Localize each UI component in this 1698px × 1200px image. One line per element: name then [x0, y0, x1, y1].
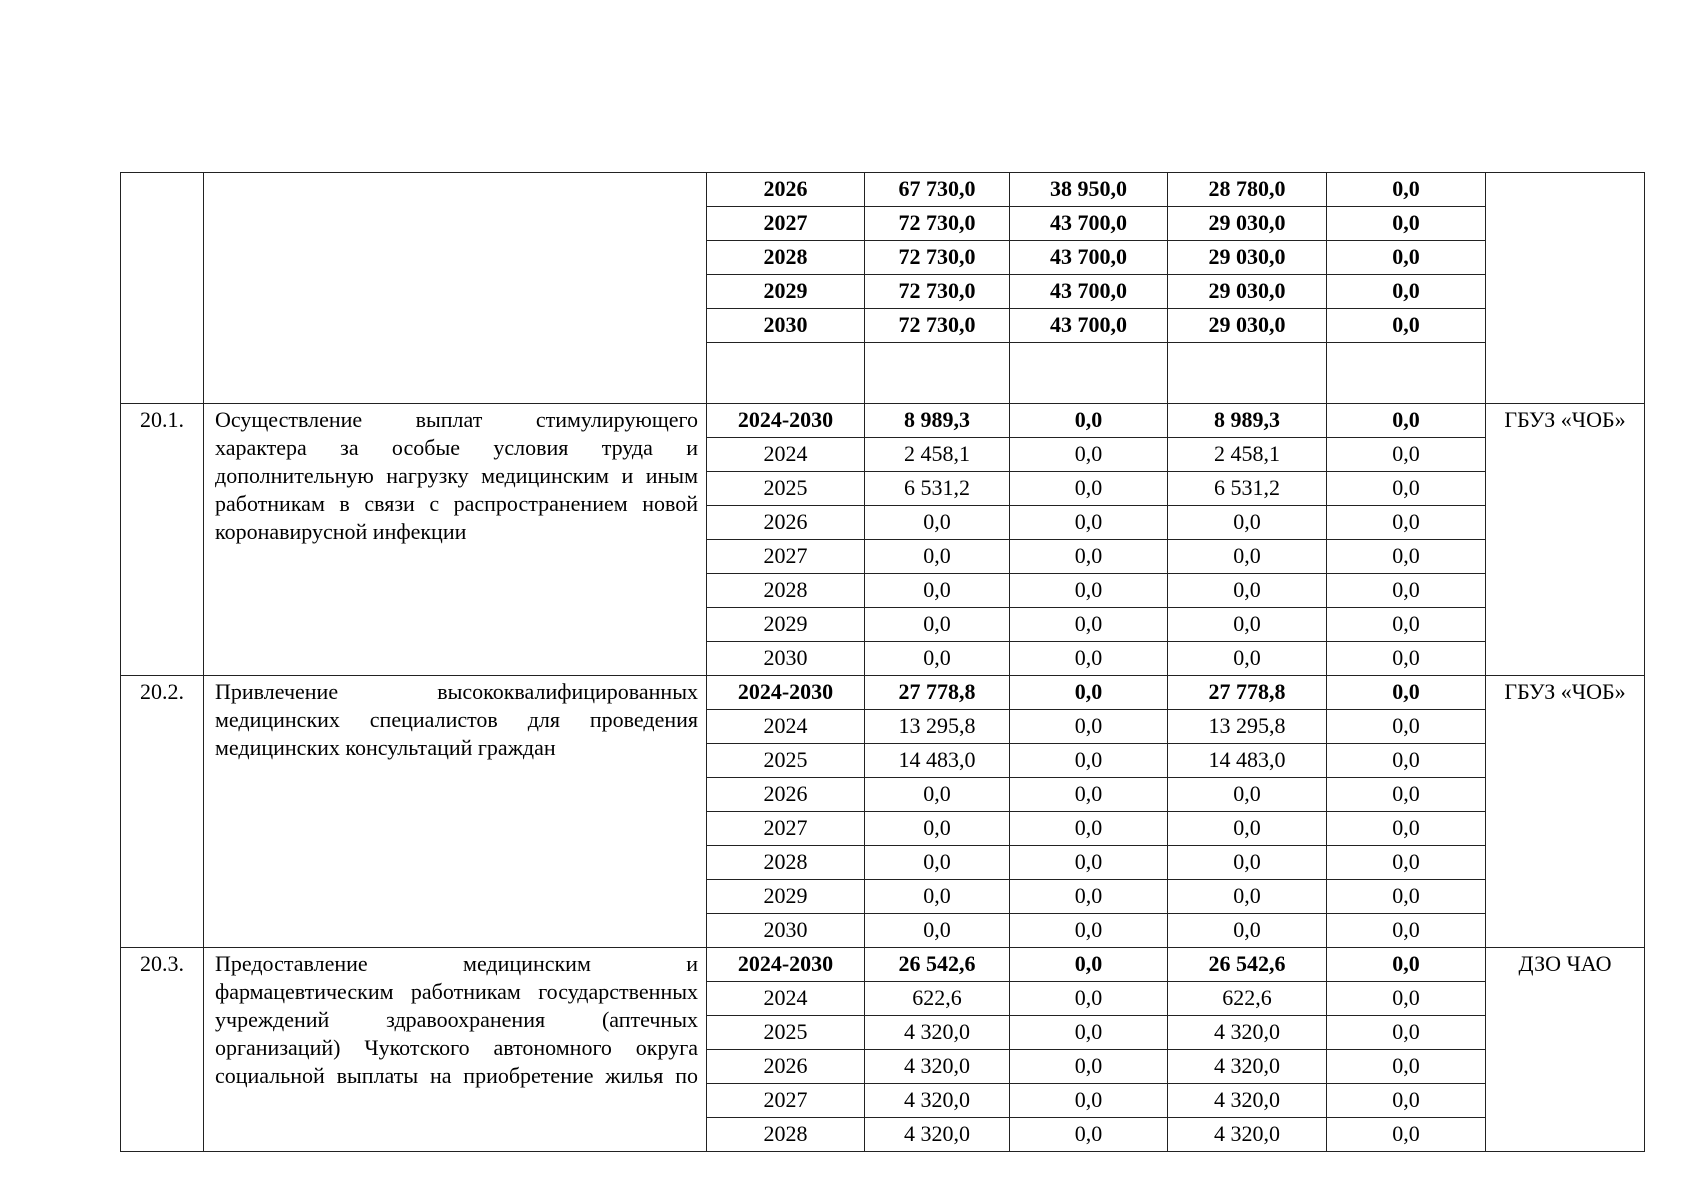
amount-cell: 4 320,0: [1168, 1050, 1327, 1084]
year-cell: 2030: [707, 914, 865, 948]
amount-cell: 0,0: [1010, 778, 1168, 812]
amount-cell: 0,0: [1327, 574, 1486, 608]
amount-cell: 0,0: [1010, 608, 1168, 642]
total-cell: 8 989,3: [865, 404, 1010, 438]
amount-cell: 0,0: [1010, 948, 1168, 982]
amount-cell: 0,0: [1168, 880, 1327, 914]
amount-cell: 0,0: [1168, 540, 1327, 574]
amount-cell: 0,0: [1327, 1084, 1486, 1118]
year-cell: 2025: [707, 472, 865, 506]
amount-cell: 0,0: [1010, 506, 1168, 540]
total-cell: 13 295,8: [865, 710, 1010, 744]
amount-cell: 0,0: [1010, 642, 1168, 676]
amount-cell: 0,0: [1010, 404, 1168, 438]
total-cell: 67 730,0: [865, 173, 1010, 207]
item-description-cell: [204, 173, 707, 404]
year-cell: 2024: [707, 982, 865, 1016]
year-cell: 2027: [707, 540, 865, 574]
amount-cell: 0,0: [1327, 207, 1486, 241]
table-row: [121, 173, 1645, 207]
empty-cell: [1010, 343, 1168, 404]
amount-cell: 28 780,0: [1168, 173, 1327, 207]
amount-cell: 0,0: [1010, 438, 1168, 472]
amount-cell: 0,0: [1168, 642, 1327, 676]
amount-cell: 0,0: [1327, 241, 1486, 275]
amount-cell: 26 542,6: [1168, 948, 1327, 982]
amount-cell: 0,0: [1327, 914, 1486, 948]
executor: ДЗО ЧАО: [1486, 948, 1645, 1152]
amount-cell: 0,0: [1327, 608, 1486, 642]
total-cell: 2 458,1: [865, 438, 1010, 472]
amount-cell: 43 700,0: [1010, 275, 1168, 309]
total-cell: 0,0: [865, 540, 1010, 574]
amount-cell: 0,0: [1327, 642, 1486, 676]
year-cell: 2029: [707, 275, 865, 309]
year-cell: 2024: [707, 710, 865, 744]
total-cell: 72 730,0: [865, 207, 1010, 241]
amount-cell: 0,0: [1168, 574, 1327, 608]
total-cell: 0,0: [865, 914, 1010, 948]
amount-cell: 622,6: [1168, 982, 1327, 1016]
total-cell: 0,0: [865, 812, 1010, 846]
amount-cell: 0,0: [1327, 812, 1486, 846]
amount-cell: 0,0: [1327, 275, 1486, 309]
amount-cell: 0,0: [1327, 982, 1486, 1016]
year-cell: 2025: [707, 744, 865, 778]
amount-cell: 6 531,2: [1168, 472, 1327, 506]
total-cell: 4 320,0: [865, 1118, 1010, 1152]
total-cell: 0,0: [865, 608, 1010, 642]
total-cell: 4 320,0: [865, 1050, 1010, 1084]
amount-cell: 0,0: [1010, 846, 1168, 880]
amount-cell: 0,0: [1327, 948, 1486, 982]
item-number: 20.2.: [121, 676, 204, 948]
empty-cell: [707, 343, 865, 404]
year-cell: 2026: [707, 778, 865, 812]
amount-cell: 2 458,1: [1168, 438, 1327, 472]
amount-cell: 0,0: [1327, 744, 1486, 778]
amount-cell: 29 030,0: [1168, 275, 1327, 309]
amount-cell: 0,0: [1010, 812, 1168, 846]
year-cell: 2026: [707, 1050, 865, 1084]
amount-cell: 0,0: [1010, 982, 1168, 1016]
section-total-row: [121, 404, 1645, 438]
amount-cell: 0,0: [1010, 676, 1168, 710]
amount-cell: 0,0: [1168, 608, 1327, 642]
total-cell: 72 730,0: [865, 309, 1010, 343]
year-cell: 2028: [707, 846, 865, 880]
amount-cell: 0,0: [1327, 1016, 1486, 1050]
amount-cell: 0,0: [1010, 914, 1168, 948]
budget-table: [120, 172, 1645, 1152]
amount-cell: 0,0: [1010, 540, 1168, 574]
amount-cell: 0,0: [1327, 540, 1486, 574]
item-number: 20.1.: [121, 404, 204, 676]
amount-cell: 0,0: [1168, 506, 1327, 540]
executor: ГБУЗ «ЧОБ»: [1486, 404, 1645, 676]
amount-cell: 0,0: [1327, 173, 1486, 207]
amount-cell: 4 320,0: [1168, 1084, 1327, 1118]
amount-cell: 43 700,0: [1010, 309, 1168, 343]
amount-cell: 0,0: [1327, 472, 1486, 506]
amount-cell: 0,0: [1327, 404, 1486, 438]
amount-cell: 0,0: [1327, 880, 1486, 914]
total-cell: 4 320,0: [865, 1084, 1010, 1118]
amount-cell: 4 320,0: [1168, 1118, 1327, 1152]
total-cell: 0,0: [865, 778, 1010, 812]
amount-cell: 0,0: [1168, 846, 1327, 880]
amount-cell: 0,0: [1010, 744, 1168, 778]
amount-cell: 13 295,8: [1168, 710, 1327, 744]
executor: ГБУЗ «ЧОБ»: [1486, 676, 1645, 948]
amount-cell: 0,0: [1327, 846, 1486, 880]
amount-cell: 0,0: [1010, 710, 1168, 744]
table-body: [121, 173, 1645, 1152]
empty-cell: [1327, 343, 1486, 404]
amount-cell: 29 030,0: [1168, 241, 1327, 275]
amount-cell: 0,0: [1168, 812, 1327, 846]
total-cell: 0,0: [865, 506, 1010, 540]
empty-cell: [865, 343, 1010, 404]
year-cell: 2029: [707, 608, 865, 642]
amount-cell: 0,0: [1327, 438, 1486, 472]
amount-cell: 29 030,0: [1168, 309, 1327, 343]
total-cell: 0,0: [865, 642, 1010, 676]
total-cell: 0,0: [865, 574, 1010, 608]
total-cell: 27 778,8: [865, 676, 1010, 710]
year-cell: 2024-2030: [707, 404, 865, 438]
item-number: 20.3.: [121, 948, 204, 1152]
amount-cell: 0,0: [1168, 914, 1327, 948]
total-cell: 72 730,0: [865, 275, 1010, 309]
amount-cell: 14 483,0: [1168, 744, 1327, 778]
amount-cell: 0,0: [1327, 1050, 1486, 1084]
amount-cell: 0,0: [1327, 778, 1486, 812]
total-cell: 0,0: [865, 880, 1010, 914]
amount-cell: 43 700,0: [1010, 241, 1168, 275]
total-cell: 14 483,0: [865, 744, 1010, 778]
amount-cell: 0,0: [1010, 1084, 1168, 1118]
amount-cell: 29 030,0: [1168, 207, 1327, 241]
item-description: Осуществление выплат стимулирующего характера за особые условия труда и дополнительную нагрузку медицинским и иным работникам в связи с распространением новой коронавирусной инфекции: [204, 404, 707, 676]
amount-cell: 0,0: [1327, 1118, 1486, 1152]
total-cell: 6 531,2: [865, 472, 1010, 506]
executor-cell: [1486, 173, 1645, 404]
section-total-row: [121, 948, 1645, 982]
year-cell: 2028: [707, 574, 865, 608]
year-cell: 2028: [707, 1118, 865, 1152]
year-cell: 2028: [707, 241, 865, 275]
year-cell: 2026: [707, 173, 865, 207]
year-cell: 2024-2030: [707, 676, 865, 710]
total-cell: 26 542,6: [865, 948, 1010, 982]
year-cell: 2030: [707, 642, 865, 676]
year-cell: 2029: [707, 880, 865, 914]
total-cell: 0,0: [865, 846, 1010, 880]
year-cell: 2027: [707, 207, 865, 241]
amount-cell: 0,0: [1010, 1016, 1168, 1050]
year-cell: 2026: [707, 506, 865, 540]
section-total-row: [121, 676, 1645, 710]
amount-cell: 0,0: [1010, 472, 1168, 506]
amount-cell: 4 320,0: [1168, 1016, 1327, 1050]
amount-cell: 0,0: [1327, 309, 1486, 343]
total-cell: 622,6: [865, 982, 1010, 1016]
item-description: Предоставление медицинским и фармацевтическим работникам государственных учреждений здравоохранения (аптечных организаций) Чукотского автономного округа социальной выплаты на приобретение жилья по: [204, 948, 707, 1152]
item-number-cell: [121, 173, 204, 404]
amount-cell: 0,0: [1010, 1118, 1168, 1152]
year-cell: 2030: [707, 309, 865, 343]
year-cell: 2024-2030: [707, 948, 865, 982]
amount-cell: 0,0: [1010, 880, 1168, 914]
amount-cell: 43 700,0: [1010, 207, 1168, 241]
amount-cell: 27 778,8: [1168, 676, 1327, 710]
amount-cell: 38 950,0: [1010, 173, 1168, 207]
total-cell: 72 730,0: [865, 241, 1010, 275]
year-cell: 2024: [707, 438, 865, 472]
year-cell: 2025: [707, 1016, 865, 1050]
year-cell: 2027: [707, 1084, 865, 1118]
item-description: Привлечение высококвалифицированных медицинских специалистов для проведения медицинских консультаций граждан: [204, 676, 707, 948]
amount-cell: 0,0: [1327, 676, 1486, 710]
year-cell: 2027: [707, 812, 865, 846]
amount-cell: 0,0: [1327, 710, 1486, 744]
amount-cell: 0,0: [1168, 778, 1327, 812]
amount-cell: 0,0: [1010, 1050, 1168, 1084]
empty-cell: [1168, 343, 1327, 404]
amount-cell: 0,0: [1327, 506, 1486, 540]
amount-cell: 8 989,3: [1168, 404, 1327, 438]
total-cell: 4 320,0: [865, 1016, 1010, 1050]
amount-cell: 0,0: [1010, 574, 1168, 608]
document-page: [120, 172, 1644, 1152]
